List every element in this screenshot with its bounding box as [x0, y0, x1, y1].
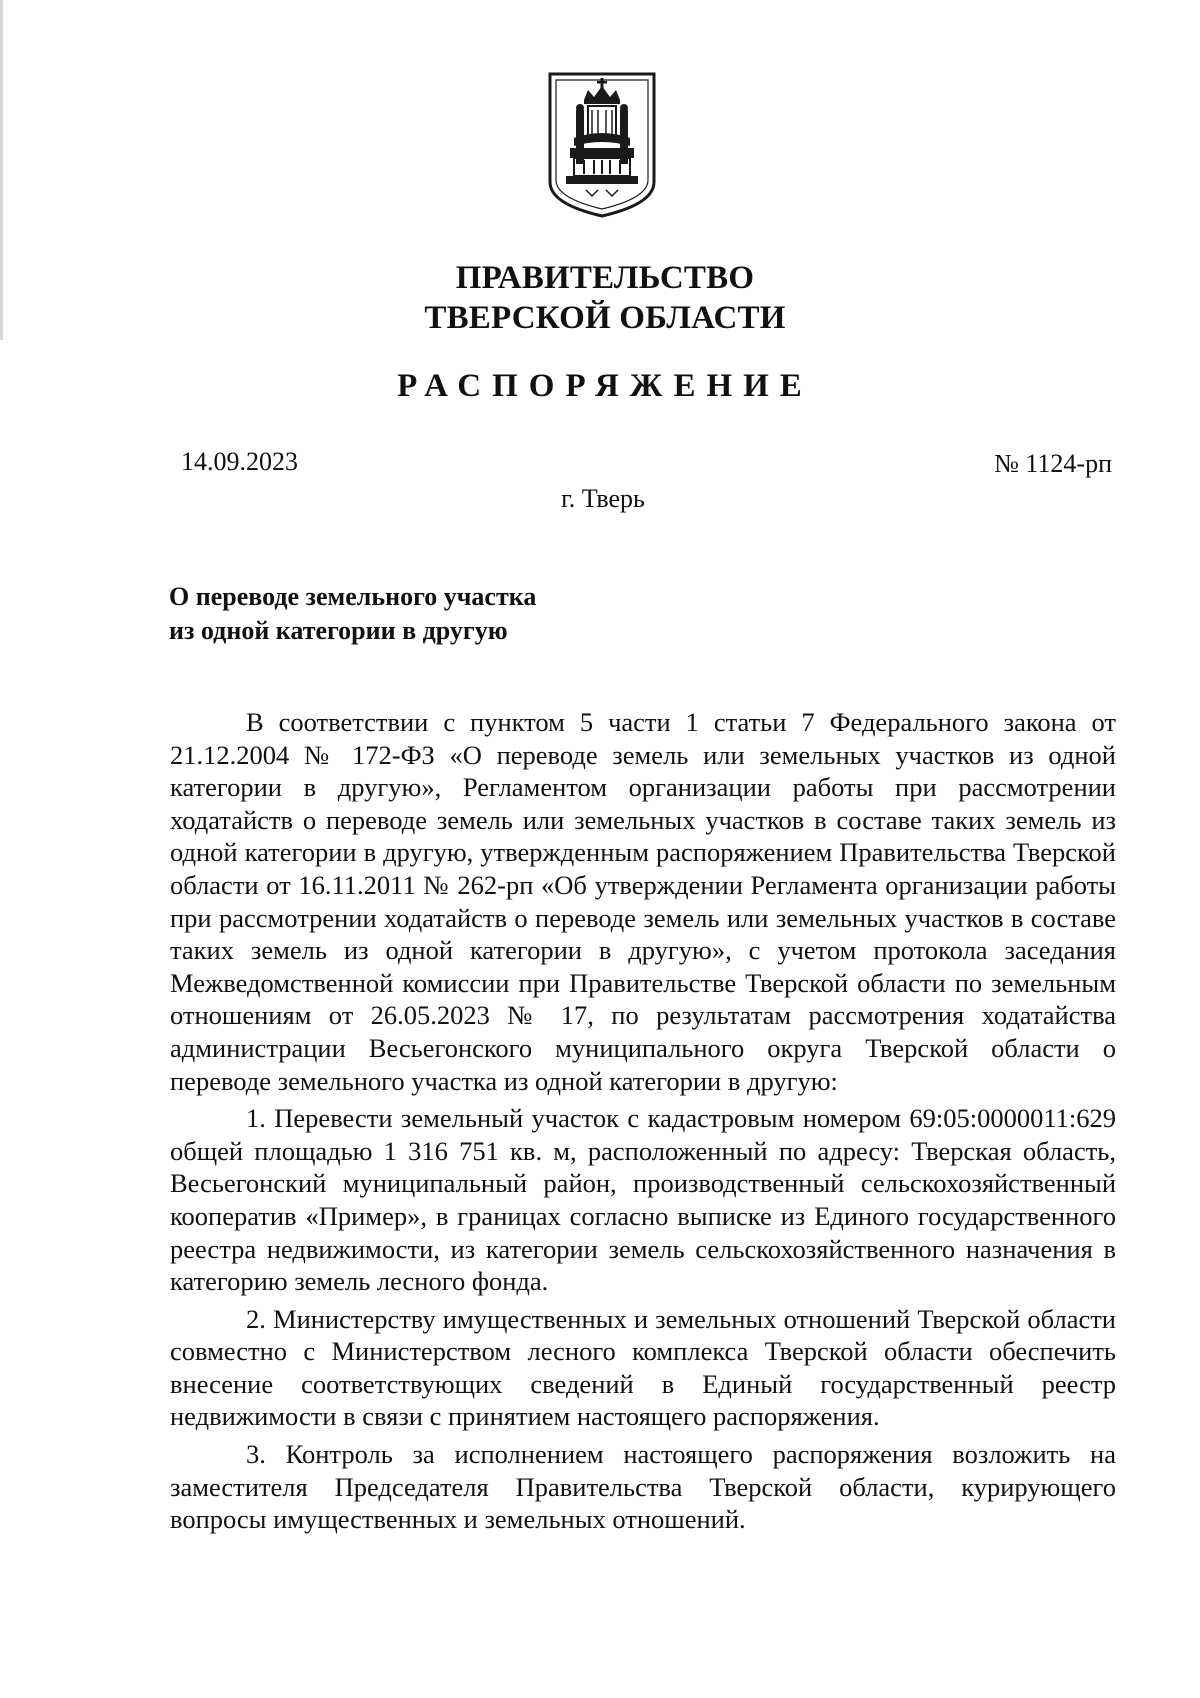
item-1-paragraph: 1. Перевести земельный участок с кадастровым номером 69:05:0000011:629 общей площадью 1 316 751 кв. м, расположенный по адресу: Тверская область, Весьегонский муниципальный район, производственный сельскохозяйственный кооператив «Пример», в границах согласно выписке из Единого государственного реестра недвижимости, из категории земель сельскохозяйственного назначения в категорию земель лесного фонда. — [170, 1103, 1116, 1297]
item-3-paragraph: 3. Контроль за исполнением настоящего распоряжения возложить на заместителя Председателя Правительства Тверской области, курирующего вопросы имущественных и земельных отношений. — [170, 1439, 1116, 1535]
org-line-2: ТВЕРСКОЙ ОБЛАСТИ — [424, 300, 786, 336]
preamble-paragraph: В соответствии с пунктом 5 части 1 статьи 7 Федерального закона от 21.12.2004 № 172-ФЗ «О переводе земель или земельных участков из одной категории в другую», Регламентом организации работы при рассмотрении ходатайств о переводе земель или земельных участков в составе таких земель из одной категории в другую, утвержденным распоряжением Правительства Тверской области от 16.11.2011 № 262-рп «Об утверждении Регламента организации работы при рассмотрении ходатайств о переводе земель или земельных участков в составе таких земель из одной категории в другую», с учетом протокола заседания Межведомственной комиссии при Правительстве Тверской области по земельным отношениям от 26.05.2023 № 17, по результатам рассмотрения ходатайства администрации Весьегонского муниципального округа Тверской области о переводе земельного участка из одной категории в другую: — [170, 707, 1116, 1096]
document-subject — [169, 580, 536, 648]
subject-line-1: О переводе земельного участка — [169, 582, 537, 611]
subject-line-2: из одной категории в другую — [169, 616, 508, 645]
item-2-paragraph: 2. Министерству имущественных и земельных отношений Тверской области совместно с Министерством лесного комплекса Тверской области обеспечить внесение соответствующих сведений в Единый государственный реестр недвижимости в связи с принятием настоящего распоряжения. — [170, 1303, 1116, 1432]
document-body — [170, 706, 1116, 1541]
document-date: 14.09.2023 — [181, 447, 298, 476]
org-line-1: ПРАВИТЕЛЬСТВО — [455, 260, 755, 296]
document-city: г. Тверь — [561, 484, 645, 513]
document-number: № 1124-рп — [994, 449, 1112, 478]
document-type: РАСПОРЯЖЕНИЕ — [397, 368, 813, 404]
tver-coat-of-arms-icon — [546, 70, 658, 218]
organization-name — [0, 258, 1200, 338]
